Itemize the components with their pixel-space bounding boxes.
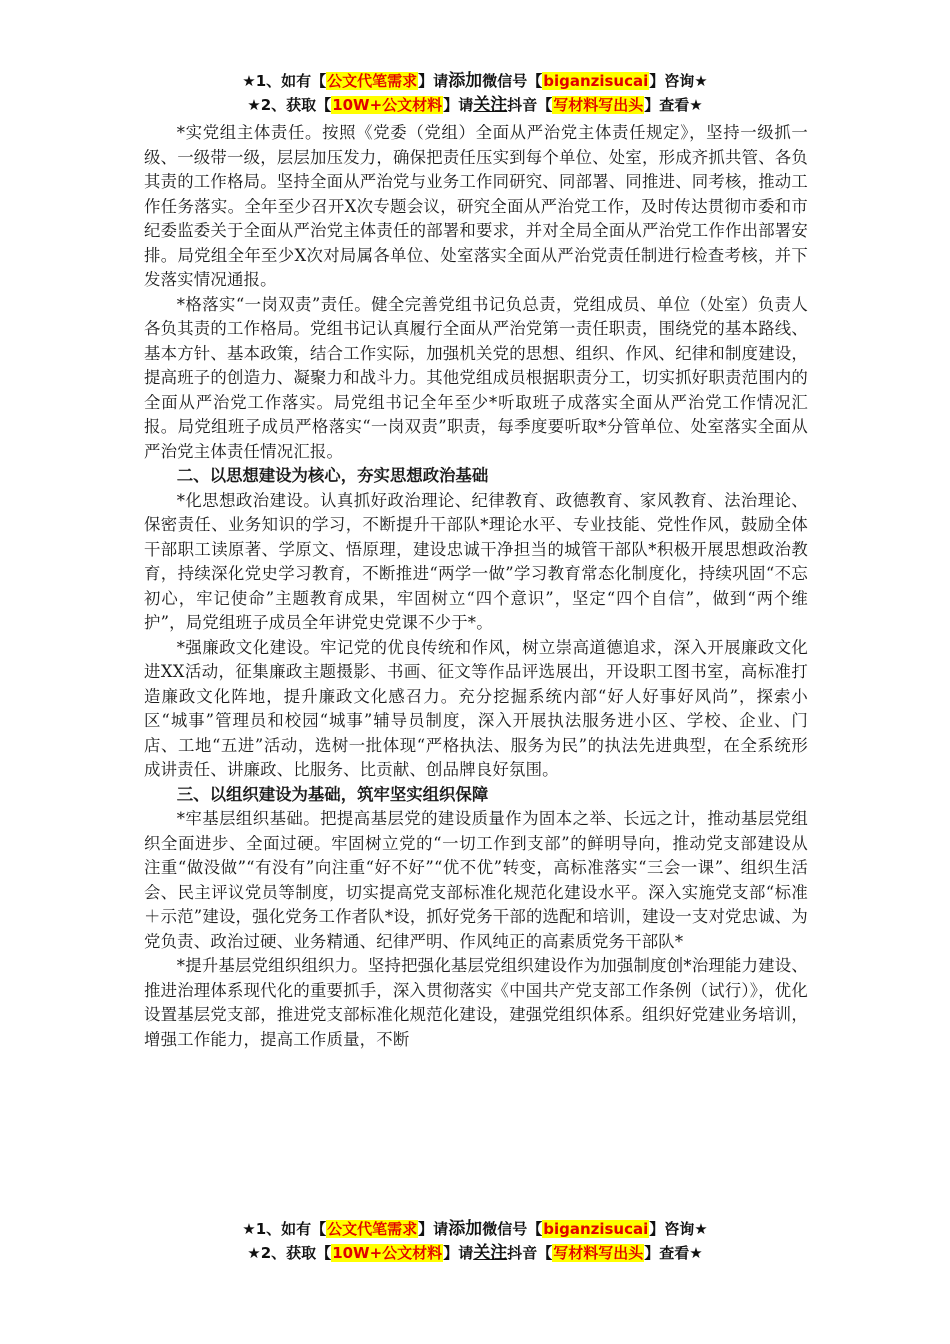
banner-text: 1、如有【 [255,1220,327,1238]
banner-emphasis: 关注 [473,1243,508,1263]
star-icon: ★ [242,72,256,90]
banner-line-1 [0,1217,950,1241]
banner-text: 】请 [418,72,449,90]
document-body [144,121,808,1052]
banner-text: 】咨询★ [649,1220,708,1238]
banner-line-2 [0,1241,950,1265]
douyin-id-highlight: 写材料写出头 [553,1244,644,1262]
banner-text: 1、如有【 [255,72,327,90]
banner-text: 2、获取【 [260,1244,332,1262]
banner-text: 】查看★ [644,96,703,114]
star-icon: ★ [247,1244,261,1262]
star-icon: ★ [242,1220,256,1238]
paragraph: *提升基层党组织组织力。坚持把强化基层党组织建设作为加强制度创*治理能力建设、推进治理体系现代化的重要抓手，深入贯彻落实《中国共产党支部工作条例（试行）》，优化设置基层党支部，推进党支部标准化规范化建设，建强党组织体系。组织好党建业务培训，增强工作能力，提高工作质量，不断 [144,956,808,1049]
banner-text: 2、获取【 [260,96,332,114]
banner-line-2 [0,93,950,117]
banner-text: 】查看★ [644,1244,703,1262]
wechat-id-highlight: biganzisucai [543,72,649,90]
banner-text: 】请 [443,96,474,114]
banner-text: 】咨询★ [649,72,708,90]
banner-emphasis: 关注 [473,95,508,115]
banner-text: 抖音【 [507,96,553,114]
banner-text: 微信号【 [482,1220,543,1238]
banner-text: 抖音【 [507,1244,553,1262]
banner-emphasis: 添加 [448,1219,483,1239]
banner-text: 】请 [443,1244,474,1262]
paragraph: *化思想政治建设。认真抓好政治理论、纪律教育、政德教育、家风教育、法治理论、保密责任、业务知识的学习，不断提升干部队*理论水平、专业技能、党性作风，鼓励全体干部职工读原著、学原文、悟原理，建设忠诚干净担当的城管干部队*积极开展思想政治教育，持续深化党史学习教育，不断推进“两学一做”学习教育常态化制度化，持续巩固“不忘初心，牢记使命”主题教育成果，牢固树立“四个意识”，坚定“四个自信”，做到“两个维护”，局党组班子成员全年讲党史党课不少于*。 [144,490,808,632]
banner-highlight: 10W+公文材料 [332,1244,443,1262]
banner-line-1 [0,69,950,93]
douyin-id-highlight: 写材料写出头 [553,96,644,114]
paragraph: *牢基层组织基础。把提高基层党的建设质量作为固本之举、长远之计，推动基层党组织全面进步、全面过硬。牢固树立党的“一切工作到支部”的鲜明导向，推动党支部建设从注重“做没做”“有没有”向注重“好不好”“优不优”转变，高标准落实“三会一课”、组织生活会、民主评议党员等制度，切实提高党支部标准化规范化建设水平。深入实施党支部“标准＋示范”建设，强化党务工作者队*设，抓好党务干部的选配和培训，建设一支对党忠诚、为党负责、政治过硬、业务精通、纪律严明、作风纯正的高素质党务干部队* [144,809,809,951]
paragraph: *实党组主体责任。按照《党委（党组）全面从严治党主体责任规定》，坚持一级抓一级、一级带一级，层层加压发力，确保把责任压实到每个单位、处室，形成齐抓共管、各负其责的工作格局。坚持全面从严治党与业务工作同研究、同部署、同推进、同考核，推动工作任务落实。全年至少召开X次专题会议，研究全面从严治党工作，及时传达贯彻市委和市纪委监委关于全面从严治党主体责任的部署和要求，并对全局全面从严治党工作作出部署安排。局党组全年至少X次对局属各单位、处室落实全面从严治党责任制进行检查考核，并下发落实情况通报。 [144,123,808,289]
banner-highlight: 公文代笔需求 [327,72,418,90]
banner-highlight: 公文代笔需求 [327,1220,418,1238]
banner-highlight: 10W+公文材料 [332,96,443,114]
paragraph: *格落实“一岗双责”责任。健全完善党组书记负总责，党组成员、单位（处室）负责人各负其责的工作格局。党组书记认真履行全面从严治党第一责任职责，围绕党的基本路线、基本方针、基本政策，结合工作实际，加强机关党的思想、组织、作风、纪律和制度建设，提高班子的创造力、凝聚力和战斗力。其他党组成员根据职责分工，切实抓好职责范围内的全面从严治党工作落实。局党组书记全年至少*听取班子成落实全面从严治党工作情况汇报。局党组班子成员严格落实“一岗双责”职责，每季度要听取*分管单位、处室落实全面从严治党主体责任情况汇报。 [144,294,808,461]
banner-emphasis: 添加 [448,71,483,91]
paragraph: *强廉政文化建设。牢记党的优良传统和作风，树立崇高道德追求，深入开展廉政文化进XX活动，征集廉政主题摄影、书画、征文等作品评选展出，开设职工图书室，高标准打造廉政文化阵地，提升廉政文化感召力。充分挖掘系统内部“好人好事好风尚”，探索小区“城事”管理员和校园“城事”辅导员制度，深入开展执法服务进小区、学校、企业、门店、工地“五进”活动，选树一批体现“严格执法、服务为民”的执法先进典型，在全系统形成讲责任、讲廉政、比服务、比贡献、创品牌良好氛围。 [144,637,808,779]
bottom-banner [0,1217,950,1265]
wechat-id-highlight: biganzisucai [543,1220,649,1238]
banner-text: 微信号【 [482,72,543,90]
section-heading: 三、以组织建设为基础，筑牢坚实组织保障 [176,784,489,804]
top-banner [0,69,950,117]
banner-text: 】请 [418,1220,449,1238]
section-heading: 二、以思想建设为核心，夯实思想政治基础 [176,466,489,485]
star-icon: ★ [247,96,261,114]
